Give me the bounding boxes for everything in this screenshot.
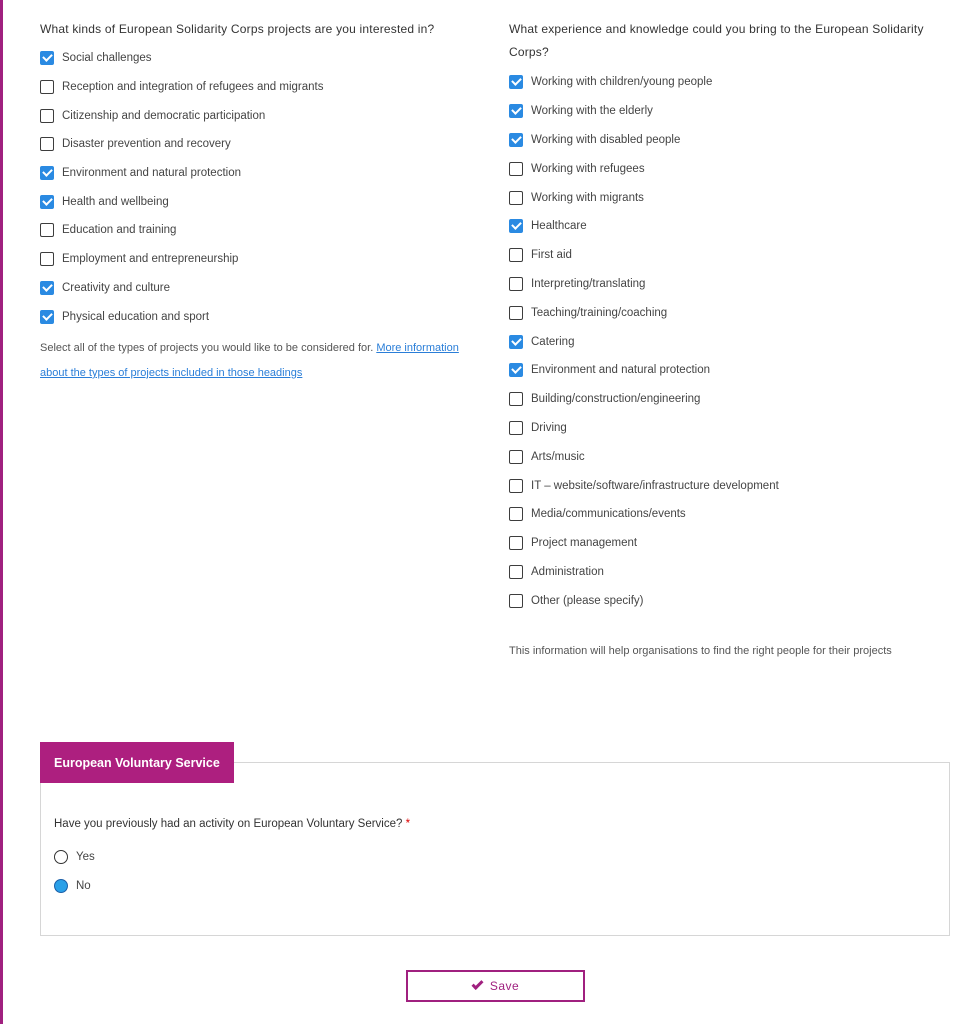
checkbox-unchecked[interactable] [509,277,523,291]
checkbox-item[interactable] [509,442,959,471]
checkbox-checked[interactable] [509,363,523,377]
checkbox-unchecked[interactable] [509,479,523,493]
checkbox-item[interactable] [509,586,959,615]
checkbox-unchecked[interactable] [509,248,523,262]
checkbox-checked[interactable] [40,310,54,324]
checkbox-label: Working with refugees [531,162,645,175]
checkbox-label: Environment and natural protection [531,364,710,377]
checkbox-unchecked[interactable] [509,565,523,579]
checkbox-item[interactable] [509,183,959,212]
checkbox-item[interactable] [509,327,959,356]
evs-question [54,818,410,830]
checkbox-label: Working with children/young people [531,76,713,89]
checkbox-item[interactable] [509,558,959,587]
checkbox-checked[interactable] [40,195,54,209]
evs-section-title: European Voluntary Service [40,742,234,783]
projects-question: What kinds of European Solidarity Corps projects are you interested in? [40,22,435,36]
checkbox-unchecked[interactable] [40,109,54,123]
checkbox-item[interactable] [40,44,480,73]
save-label: Save [489,979,520,993]
evs-fieldset [40,762,950,936]
checkbox-label: Driving [531,421,567,434]
experience-question: What experience and knowledge could you bring to the European Solidarity Corps? [509,22,924,59]
checkbox-item[interactable] [40,159,480,188]
checkbox-label: Project management [531,537,638,550]
checkbox-item[interactable] [509,154,959,183]
radio-label: No [76,880,91,892]
checkbox-checked[interactable] [509,335,523,349]
checkbox-unchecked[interactable] [509,162,523,176]
left-border [0,0,3,1024]
checkbox-label: Other (please specify) [531,594,644,607]
checkbox-unchecked[interactable] [509,306,523,320]
checkbox-label: Social challenges [62,52,152,65]
checkbox-label: Health and wellbeing [62,195,169,208]
checkbox-item[interactable] [40,73,480,102]
checkbox-checked[interactable] [40,281,54,295]
required-marker: * [405,818,411,830]
evs-question-text: Have you previously had an activity on European Voluntary Service? [54,818,403,830]
checkbox-unchecked[interactable] [509,450,523,464]
checkbox-item[interactable] [509,97,959,126]
checkbox-item[interactable] [40,274,480,303]
checkbox-label: First aid [531,249,572,262]
experience-checkbox-list [509,68,959,615]
checkbox-unchecked[interactable] [40,252,54,266]
checkbox-unchecked[interactable] [509,594,523,608]
checkbox-item[interactable] [509,298,959,327]
experience-help: This information will help organisations to find the right people for their projects [509,645,892,658]
experience-section [509,18,959,664]
checkbox-item[interactable] [509,68,959,97]
checkbox-label: Media/communications/events [531,508,686,521]
checkbox-label: Citizenship and democratic participation [62,109,266,122]
checkbox-checked[interactable] [509,75,523,89]
checkbox-item[interactable] [40,130,480,159]
checkbox-item[interactable] [509,414,959,443]
checkbox-checked[interactable] [40,166,54,180]
checkbox-unchecked[interactable] [509,392,523,406]
radio-label: Yes [76,851,95,863]
projects-help [40,336,480,386]
checkbox-item[interactable] [40,101,480,130]
projects-checkbox-list [40,44,480,331]
checkbox-label: Teaching/training/coaching [531,306,668,319]
checkbox-item[interactable] [40,187,480,216]
checkbox-label: Reception and integration of refugees and migrants [62,81,324,94]
checkbox-label: Building/construction/engineering [531,393,701,406]
checkbox-checked[interactable] [509,133,523,147]
checkbox-checked[interactable] [509,219,523,233]
radio-button[interactable] [54,879,68,893]
checkbox-label: Working with migrants [531,191,644,204]
checkbox-unchecked[interactable] [40,223,54,237]
checkbox-item[interactable] [40,245,480,274]
check-icon [471,978,483,990]
checkbox-unchecked[interactable] [509,536,523,550]
radio-button[interactable] [54,850,68,864]
checkbox-item[interactable] [509,529,959,558]
checkbox-label: Environment and natural protection [62,167,241,180]
checkbox-label: Education and training [62,224,177,237]
checkbox-unchecked[interactable] [509,191,523,205]
checkbox-label: Working with the elderly [531,105,653,118]
checkbox-label: Working with disabled people [531,133,681,146]
projects-help-text: Select all of the types of projects you would like to be considered for. [40,341,377,354]
checkbox-item[interactable] [509,241,959,270]
evs-radio-yes[interactable] [54,850,95,864]
checkbox-unchecked[interactable] [40,80,54,94]
evs-radio-no[interactable] [54,879,91,893]
checkbox-label: Administration [531,565,604,578]
checkbox-checked[interactable] [40,51,54,65]
projects-section [40,18,480,386]
checkbox-item[interactable] [40,302,480,331]
checkbox-checked[interactable] [509,104,523,118]
checkbox-label: Creativity and culture [62,281,171,294]
checkbox-item[interactable] [509,212,959,241]
checkbox-item[interactable] [509,500,959,529]
checkbox-label: Catering [531,335,575,348]
checkbox-unchecked[interactable] [509,507,523,521]
checkbox-item[interactable] [509,471,959,500]
checkbox-item[interactable] [509,270,959,299]
checkbox-item[interactable] [40,216,480,245]
projects-more-info-link[interactable]: More information about the types of projects included in those headings [40,341,459,379]
checkbox-item[interactable] [509,356,959,385]
checkbox-item[interactable] [509,126,959,155]
checkbox-unchecked[interactable] [509,421,523,435]
checkbox-label: Arts/music [531,450,585,463]
checkbox-label: Disaster prevention and recovery [62,138,231,151]
checkbox-label: Physical education and sport [62,310,210,323]
checkbox-label: Interpreting/translating [531,277,646,290]
checkbox-label: Healthcare [531,220,587,233]
save-button[interactable] [406,970,585,1002]
checkbox-unchecked[interactable] [40,137,54,151]
checkbox-label: IT – website/software/infrastructure development [531,479,779,492]
checkbox-label: Employment and entrepreneurship [62,253,239,266]
checkbox-item[interactable] [509,385,959,414]
